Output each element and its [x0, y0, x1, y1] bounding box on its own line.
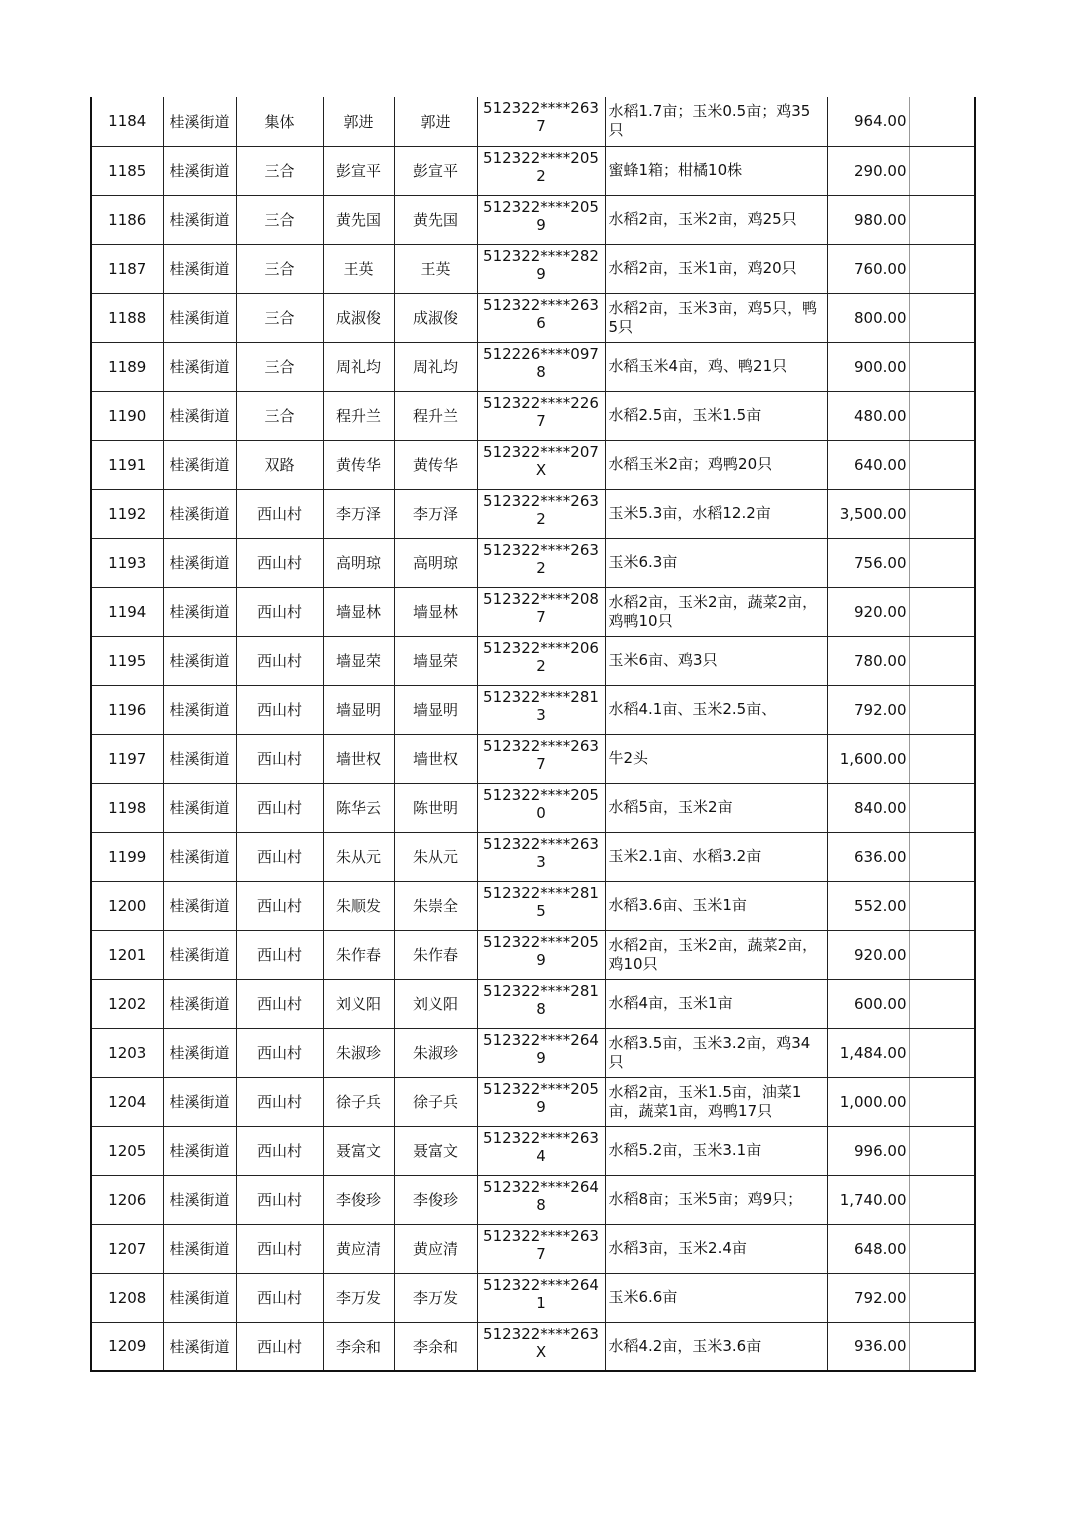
payee-cell: 黄应清 [394, 1224, 477, 1273]
table-row [91, 391, 975, 440]
crop-description-cell: 水稻2.5亩，玉米1.5亩 [605, 391, 827, 440]
id-number-cell: 512322****2059 [477, 1077, 605, 1126]
table-row [91, 538, 975, 587]
crop-description-cell: 玉米6.3亩 [605, 538, 827, 587]
village-cell: 三合 [236, 342, 323, 391]
village-cell: 西山村 [236, 881, 323, 930]
empty-cell [909, 195, 975, 244]
crop-description-cell: 水稻2亩，玉米2亩，鸡25只 [605, 195, 827, 244]
name-cell: 李万泽 [323, 489, 394, 538]
id-number-cell: 512322****2649 [477, 1028, 605, 1077]
payee-cell: 朱作春 [394, 930, 477, 979]
town-cell: 桂溪街道 [163, 1126, 236, 1175]
amount-cell: 920.00 [827, 587, 909, 636]
empty-cell [909, 1028, 975, 1077]
row-number: 1200 [91, 881, 163, 930]
name-cell: 刘义阳 [323, 979, 394, 1028]
table-row [91, 1028, 975, 1077]
empty-cell [909, 293, 975, 342]
village-cell: 西山村 [236, 1273, 323, 1322]
table-row [91, 1224, 975, 1273]
name-cell: 周礼均 [323, 342, 394, 391]
table-row [91, 832, 975, 881]
name-cell: 郭进 [323, 97, 394, 146]
id-number-cell: 512322****2648 [477, 1175, 605, 1224]
id-number-cell: 512322****2813 [477, 685, 605, 734]
amount-cell: 920.00 [827, 930, 909, 979]
town-cell: 桂溪街道 [163, 636, 236, 685]
table-row [91, 97, 975, 146]
amount-cell: 1,000.00 [827, 1077, 909, 1126]
id-number-cell: 512322****2637 [477, 97, 605, 146]
name-cell: 朱作春 [323, 930, 394, 979]
name-cell: 墙显明 [323, 685, 394, 734]
table-row [91, 881, 975, 930]
amount-cell: 980.00 [827, 195, 909, 244]
payee-cell: 郭进 [394, 97, 477, 146]
name-cell: 黄传华 [323, 440, 394, 489]
village-cell: 集体 [236, 97, 323, 146]
town-cell: 桂溪街道 [163, 930, 236, 979]
amount-cell: 648.00 [827, 1224, 909, 1273]
row-number: 1188 [91, 293, 163, 342]
id-number-cell: 512322****2815 [477, 881, 605, 930]
name-cell: 黄应清 [323, 1224, 394, 1273]
empty-cell [909, 538, 975, 587]
crop-description-cell: 水稻4亩，玉米1亩 [605, 979, 827, 1028]
village-cell: 西山村 [236, 783, 323, 832]
village-cell: 西山村 [236, 1322, 323, 1371]
village-cell: 西山村 [236, 832, 323, 881]
crop-description-cell: 玉米5.3亩，水稻12.2亩 [605, 489, 827, 538]
payee-cell: 朱崇全 [394, 881, 477, 930]
id-number-cell: 512322****2636 [477, 293, 605, 342]
village-cell: 西山村 [236, 979, 323, 1028]
table-row [91, 979, 975, 1028]
id-number-cell: 512322****207X [477, 440, 605, 489]
crop-description-cell: 水稻4.2亩，玉米3.6亩 [605, 1322, 827, 1371]
id-number-cell: 512322****2633 [477, 832, 605, 881]
payee-cell: 朱从元 [394, 832, 477, 881]
name-cell: 王英 [323, 244, 394, 293]
amount-cell: 760.00 [827, 244, 909, 293]
table-row [91, 293, 975, 342]
table-row [91, 1126, 975, 1175]
name-cell: 朱从元 [323, 832, 394, 881]
table-row [91, 636, 975, 685]
payee-cell: 黄传华 [394, 440, 477, 489]
crop-description-cell: 水稻5.2亩，玉米3.1亩 [605, 1126, 827, 1175]
table-row [91, 1322, 975, 1371]
amount-cell: 290.00 [827, 146, 909, 195]
village-cell: 三合 [236, 195, 323, 244]
name-cell: 成淑俊 [323, 293, 394, 342]
row-number: 1195 [91, 636, 163, 685]
row-number: 1203 [91, 1028, 163, 1077]
town-cell: 桂溪街道 [163, 97, 236, 146]
row-number: 1207 [91, 1224, 163, 1273]
row-number: 1199 [91, 832, 163, 881]
empty-cell [909, 440, 975, 489]
town-cell: 桂溪街道 [163, 783, 236, 832]
empty-cell [909, 1126, 975, 1175]
table-row [91, 1175, 975, 1224]
row-number: 1190 [91, 391, 163, 440]
amount-cell: 840.00 [827, 783, 909, 832]
payee-cell: 高明琼 [394, 538, 477, 587]
crop-description-cell: 水稻2亩，玉米3亩，鸡5只，鸭5只 [605, 293, 827, 342]
id-number-cell: 512322****2818 [477, 979, 605, 1028]
table-row [91, 587, 975, 636]
row-number: 1193 [91, 538, 163, 587]
crop-description-cell: 水稻1.7亩；玉米0.5亩；鸡35只 [605, 97, 827, 146]
town-cell: 桂溪街道 [163, 244, 236, 293]
row-number: 1208 [91, 1273, 163, 1322]
payee-cell: 程升兰 [394, 391, 477, 440]
amount-cell: 936.00 [827, 1322, 909, 1371]
town-cell: 桂溪街道 [163, 881, 236, 930]
name-cell: 黄先国 [323, 195, 394, 244]
town-cell: 桂溪街道 [163, 1322, 236, 1371]
payee-cell: 周礼均 [394, 342, 477, 391]
village-cell: 双路 [236, 440, 323, 489]
id-number-cell: 512322****2632 [477, 538, 605, 587]
name-cell: 高明琼 [323, 538, 394, 587]
name-cell: 墙显荣 [323, 636, 394, 685]
row-number: 1186 [91, 195, 163, 244]
table-row [91, 195, 975, 244]
empty-cell [909, 1077, 975, 1126]
amount-cell: 480.00 [827, 391, 909, 440]
name-cell: 李余和 [323, 1322, 394, 1371]
amount-cell: 900.00 [827, 342, 909, 391]
empty-cell [909, 636, 975, 685]
payee-cell: 李万泽 [394, 489, 477, 538]
name-cell: 彭宣平 [323, 146, 394, 195]
id-number-cell: 512322****2050 [477, 783, 605, 832]
payee-cell: 朱淑珍 [394, 1028, 477, 1077]
amount-cell: 3,500.00 [827, 489, 909, 538]
village-cell: 西山村 [236, 587, 323, 636]
empty-cell [909, 930, 975, 979]
table-row [91, 146, 975, 195]
payee-cell: 墙世权 [394, 734, 477, 783]
row-number: 1191 [91, 440, 163, 489]
data-table [90, 97, 976, 1372]
village-cell: 西山村 [236, 1224, 323, 1273]
row-number: 1197 [91, 734, 163, 783]
crop-description-cell: 水稻3亩，玉米2.4亩 [605, 1224, 827, 1273]
empty-cell [909, 685, 975, 734]
village-cell: 三合 [236, 293, 323, 342]
empty-cell [909, 489, 975, 538]
id-number-cell: 512322****2829 [477, 244, 605, 293]
id-number-cell: 512322****2087 [477, 587, 605, 636]
table-row [91, 489, 975, 538]
row-number: 1204 [91, 1077, 163, 1126]
town-cell: 桂溪街道 [163, 1224, 236, 1273]
town-cell: 桂溪街道 [163, 195, 236, 244]
row-number: 1187 [91, 244, 163, 293]
town-cell: 桂溪街道 [163, 1077, 236, 1126]
table-row [91, 440, 975, 489]
row-number: 1209 [91, 1322, 163, 1371]
empty-cell [909, 734, 975, 783]
empty-cell [909, 1175, 975, 1224]
row-number: 1189 [91, 342, 163, 391]
name-cell: 陈华云 [323, 783, 394, 832]
table-row [91, 1273, 975, 1322]
amount-cell: 756.00 [827, 538, 909, 587]
table-row [91, 244, 975, 293]
crop-description-cell: 水稻8亩；玉米5亩；鸡9只； [605, 1175, 827, 1224]
empty-cell [909, 1224, 975, 1273]
crop-description-cell: 水稻5亩，玉米2亩 [605, 783, 827, 832]
id-number-cell: 512322****2637 [477, 734, 605, 783]
town-cell: 桂溪街道 [163, 979, 236, 1028]
row-number: 1185 [91, 146, 163, 195]
crop-description-cell: 玉米6亩、鸡3只 [605, 636, 827, 685]
amount-cell: 1,484.00 [827, 1028, 909, 1077]
table-row [91, 685, 975, 734]
town-cell: 桂溪街道 [163, 489, 236, 538]
table-row [91, 1077, 975, 1126]
town-cell: 桂溪街道 [163, 342, 236, 391]
id-number-cell: 512322****2059 [477, 930, 605, 979]
name-cell: 徐子兵 [323, 1077, 394, 1126]
village-cell: 西山村 [236, 685, 323, 734]
amount-cell: 780.00 [827, 636, 909, 685]
amount-cell: 964.00 [827, 97, 909, 146]
empty-cell [909, 881, 975, 930]
village-cell: 三合 [236, 244, 323, 293]
empty-cell [909, 587, 975, 636]
village-cell: 西山村 [236, 636, 323, 685]
table-row [91, 734, 975, 783]
empty-cell [909, 832, 975, 881]
payee-cell: 李余和 [394, 1322, 477, 1371]
row-number: 1194 [91, 587, 163, 636]
amount-cell: 600.00 [827, 979, 909, 1028]
village-cell: 三合 [236, 391, 323, 440]
village-cell: 西山村 [236, 734, 323, 783]
amount-cell: 640.00 [827, 440, 909, 489]
name-cell: 李万发 [323, 1273, 394, 1322]
payee-cell: 墙显林 [394, 587, 477, 636]
crop-description-cell: 玉米2.1亩、水稻3.2亩 [605, 832, 827, 881]
town-cell: 桂溪街道 [163, 391, 236, 440]
empty-cell [909, 146, 975, 195]
payee-cell: 成淑俊 [394, 293, 477, 342]
crop-description-cell: 水稻玉米2亩；鸡鸭20只 [605, 440, 827, 489]
town-cell: 桂溪街道 [163, 587, 236, 636]
id-number-cell: 512322****2641 [477, 1273, 605, 1322]
village-cell: 三合 [236, 146, 323, 195]
crop-description-cell: 水稻2亩，玉米1亩，鸡20只 [605, 244, 827, 293]
crop-description-cell: 水稻3.6亩、玉米1亩 [605, 881, 827, 930]
row-number: 1206 [91, 1175, 163, 1224]
amount-cell: 552.00 [827, 881, 909, 930]
id-number-cell: 512322****2637 [477, 1224, 605, 1273]
payee-cell: 陈世明 [394, 783, 477, 832]
id-number-cell: 512322****2267 [477, 391, 605, 440]
crop-description-cell: 水稻2亩，玉米2亩，蔬菜2亩，鸡鸭10只 [605, 587, 827, 636]
amount-cell: 996.00 [827, 1126, 909, 1175]
amount-cell: 1,600.00 [827, 734, 909, 783]
crop-description-cell: 水稻3.5亩，玉米3.2亩，鸡34只 [605, 1028, 827, 1077]
id-number-cell: 512322****2062 [477, 636, 605, 685]
payee-cell: 聂富文 [394, 1126, 477, 1175]
town-cell: 桂溪街道 [163, 1273, 236, 1322]
empty-cell [909, 783, 975, 832]
table-body [91, 97, 975, 1371]
row-number: 1192 [91, 489, 163, 538]
payee-cell: 徐子兵 [394, 1077, 477, 1126]
name-cell: 墙显林 [323, 587, 394, 636]
row-number: 1205 [91, 1126, 163, 1175]
amount-cell: 636.00 [827, 832, 909, 881]
town-cell: 桂溪街道 [163, 1175, 236, 1224]
table-row [91, 930, 975, 979]
village-cell: 西山村 [236, 1126, 323, 1175]
payee-cell: 黄先国 [394, 195, 477, 244]
name-cell: 李俊珍 [323, 1175, 394, 1224]
town-cell: 桂溪街道 [163, 685, 236, 734]
crop-description-cell: 蜜蜂1箱；柑橘10株 [605, 146, 827, 195]
row-number: 1184 [91, 97, 163, 146]
town-cell: 桂溪街道 [163, 832, 236, 881]
name-cell: 朱淑珍 [323, 1028, 394, 1077]
village-cell: 西山村 [236, 1028, 323, 1077]
empty-cell [909, 391, 975, 440]
empty-cell [909, 244, 975, 293]
id-number-cell: 512322****263X [477, 1322, 605, 1371]
town-cell: 桂溪街道 [163, 293, 236, 342]
empty-cell [909, 1322, 975, 1371]
id-number-cell: 512322****2059 [477, 195, 605, 244]
payee-cell: 墙显明 [394, 685, 477, 734]
empty-cell [909, 1273, 975, 1322]
amount-cell: 1,740.00 [827, 1175, 909, 1224]
town-cell: 桂溪街道 [163, 440, 236, 489]
payee-cell: 李俊珍 [394, 1175, 477, 1224]
row-number: 1202 [91, 979, 163, 1028]
table-row [91, 342, 975, 391]
payee-cell: 彭宣平 [394, 146, 477, 195]
id-number-cell: 512322****2052 [477, 146, 605, 195]
row-number: 1198 [91, 783, 163, 832]
crop-description-cell: 牛2头 [605, 734, 827, 783]
empty-cell [909, 97, 975, 146]
town-cell: 桂溪街道 [163, 146, 236, 195]
name-cell: 聂富文 [323, 1126, 394, 1175]
amount-cell: 792.00 [827, 1273, 909, 1322]
amount-cell: 800.00 [827, 293, 909, 342]
village-cell: 西山村 [236, 538, 323, 587]
town-cell: 桂溪街道 [163, 538, 236, 587]
village-cell: 西山村 [236, 930, 323, 979]
payee-cell: 李万发 [394, 1273, 477, 1322]
row-number: 1196 [91, 685, 163, 734]
village-cell: 西山村 [236, 1077, 323, 1126]
amount-cell: 792.00 [827, 685, 909, 734]
id-number-cell: 512322****2634 [477, 1126, 605, 1175]
crop-description-cell: 水稻2亩，玉米2亩，蔬菜2亩，鸡10只 [605, 930, 827, 979]
empty-cell [909, 342, 975, 391]
name-cell: 程升兰 [323, 391, 394, 440]
town-cell: 桂溪街道 [163, 734, 236, 783]
name-cell: 墙世权 [323, 734, 394, 783]
crop-description-cell: 水稻玉米4亩，鸡、鸭21只 [605, 342, 827, 391]
crop-description-cell: 水稻4.1亩、玉米2.5亩、 [605, 685, 827, 734]
village-cell: 西山村 [236, 1175, 323, 1224]
table-row [91, 783, 975, 832]
crop-description-cell: 水稻2亩，玉米1.5亩，油菜1亩，蔬菜1亩，鸡鸭17只 [605, 1077, 827, 1126]
row-number: 1201 [91, 930, 163, 979]
empty-cell [909, 979, 975, 1028]
payee-cell: 王英 [394, 244, 477, 293]
payee-cell: 墙显荣 [394, 636, 477, 685]
payee-cell: 刘义阳 [394, 979, 477, 1028]
village-cell: 西山村 [236, 489, 323, 538]
id-number-cell: 512226****0978 [477, 342, 605, 391]
id-number-cell: 512322****2632 [477, 489, 605, 538]
town-cell: 桂溪街道 [163, 1028, 236, 1077]
crop-description-cell: 玉米6.6亩 [605, 1273, 827, 1322]
name-cell: 朱顺发 [323, 881, 394, 930]
